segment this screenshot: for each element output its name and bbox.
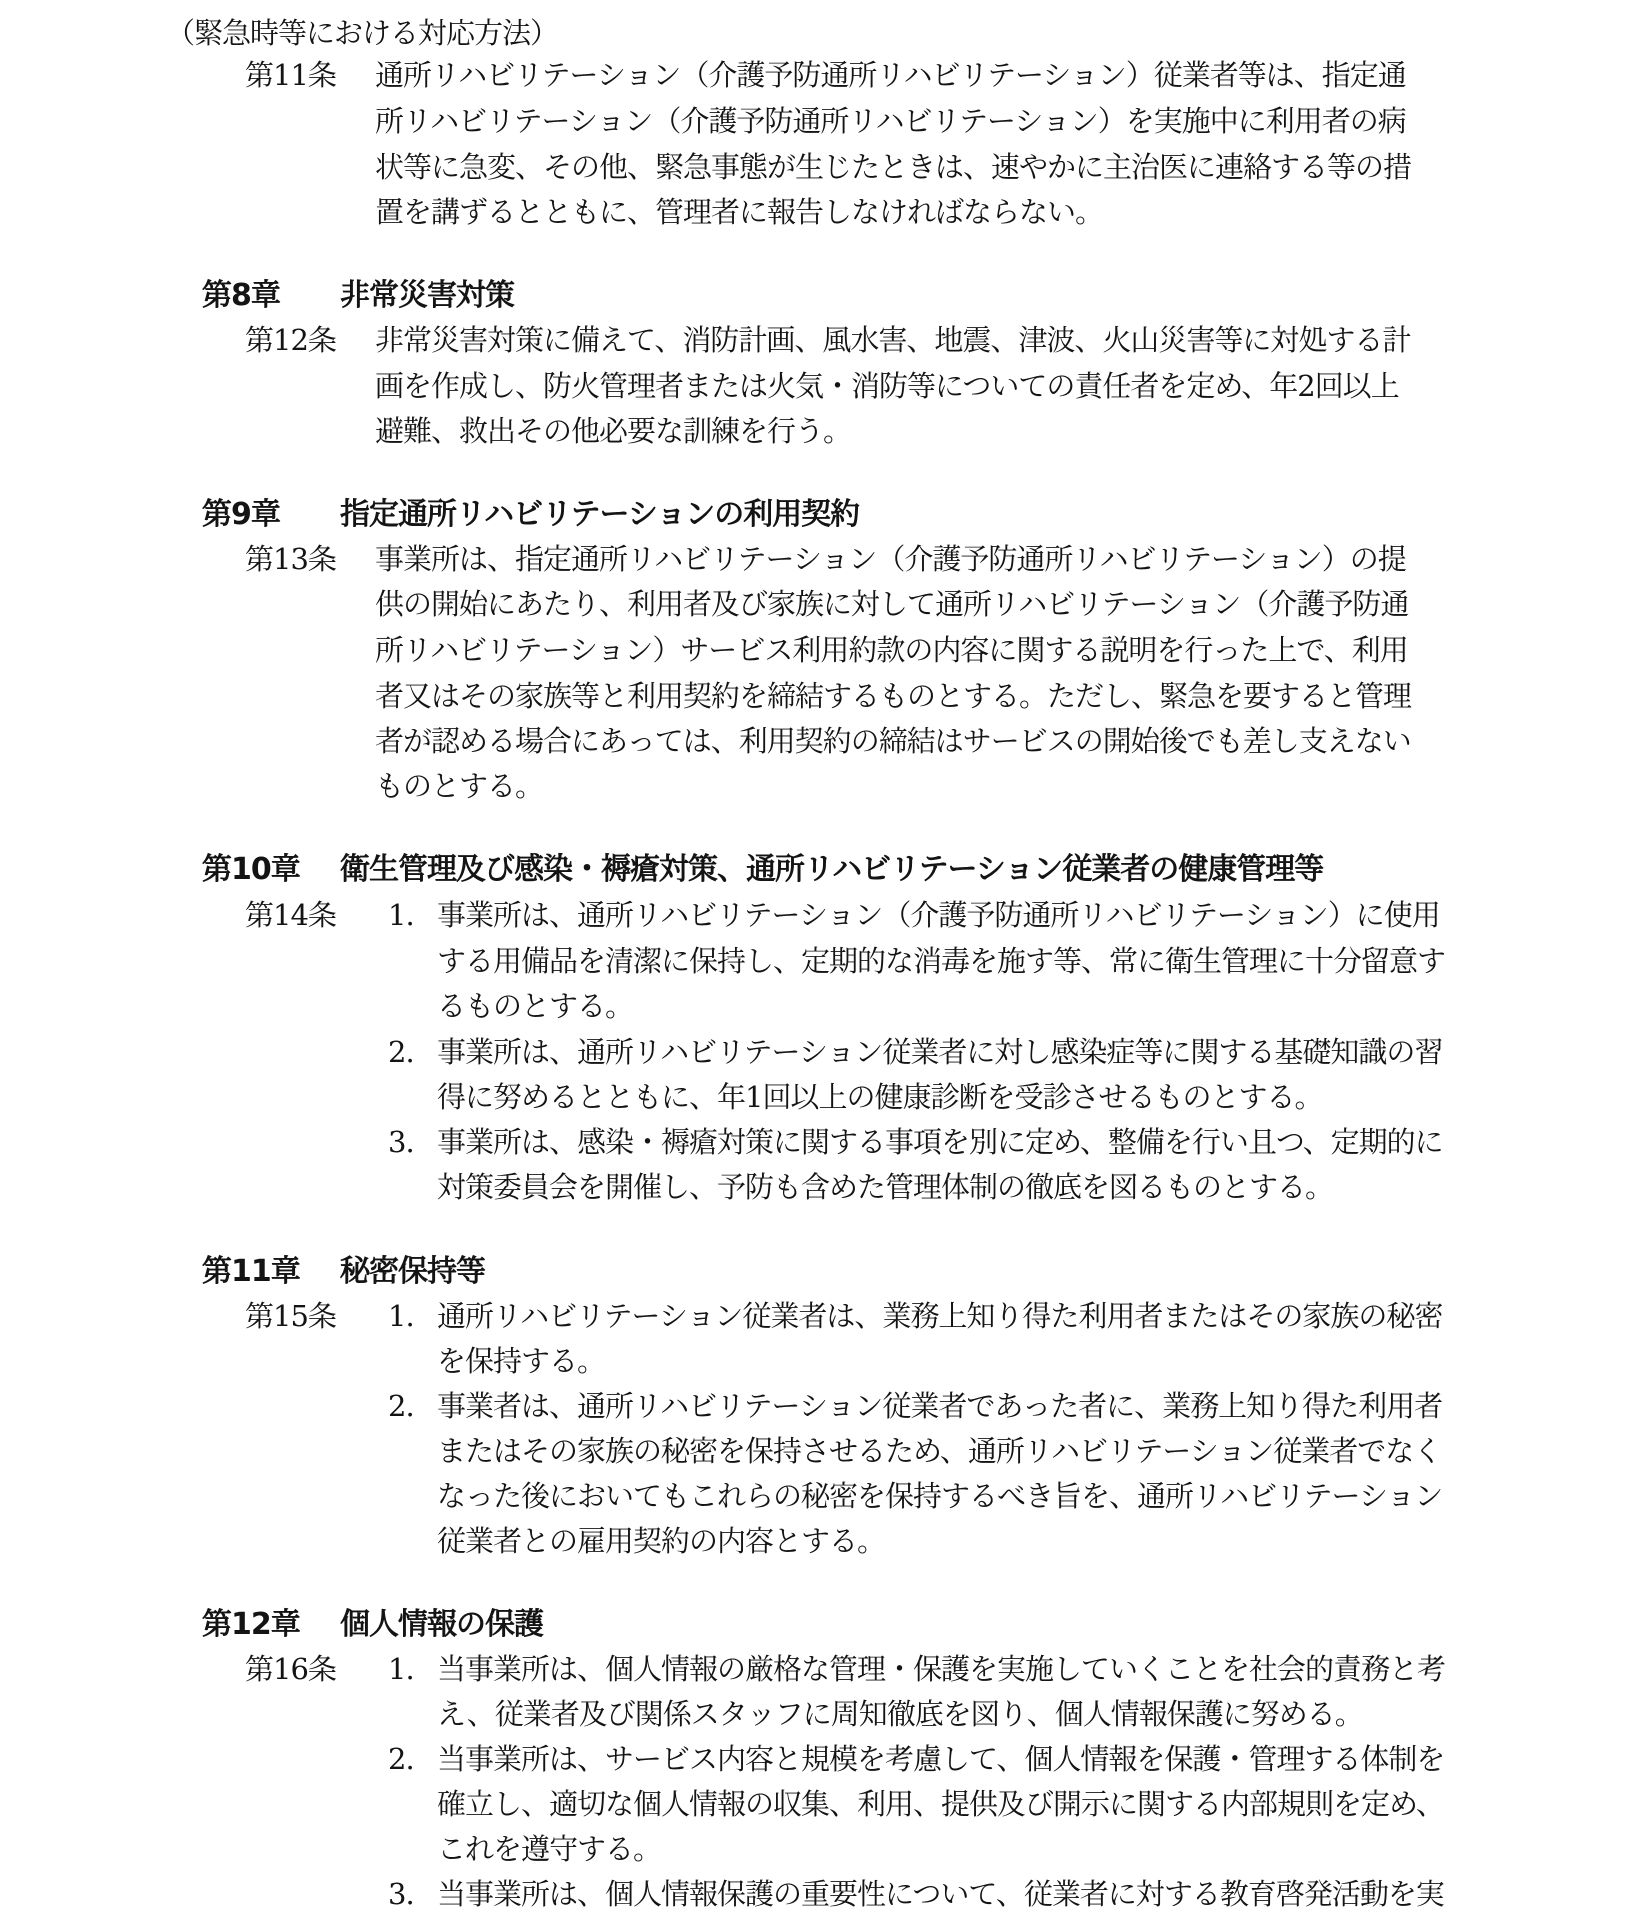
- text-row: [0, 1744, 1647, 1778]
- chapter-number: 第8章: [202, 278, 280, 313]
- article-number: 第12条: [245, 323, 336, 357]
- text-line: を保持する。: [437, 1344, 606, 1378]
- text-line: 確立し、適切な個人情報の収集、利用、提供及び開示に関する内部規則を定め、: [437, 1787, 1444, 1821]
- article-number: 第14条: [245, 898, 336, 932]
- article-number: 第15条: [245, 1299, 336, 1333]
- text-line: 事業所は、指定通所リハビリテーション（介護予防通所リハビリテーション）の提: [375, 542, 1406, 576]
- text-line: ものとする。: [375, 769, 544, 803]
- text-row: [0, 900, 1647, 934]
- chapter-title: 衛生管理及び感染・褥瘡対策、通所リハビリテーション従業者の健康管理等: [340, 852, 1324, 887]
- text-row: [0, 681, 1647, 715]
- item-number: 1.: [388, 898, 414, 932]
- text-row: [0, 635, 1647, 669]
- text-row: [0, 416, 1647, 450]
- text-line: またはその家族の秘密を保持させるため、通所リハビリテーション従業者でなく: [437, 1434, 1442, 1468]
- text-line: るものとする。: [437, 989, 634, 1023]
- chapter-title: 秘密保持等: [340, 1254, 485, 1289]
- text-row: [0, 991, 1647, 1025]
- text-row: [0, 1391, 1647, 1425]
- text-row: [0, 1436, 1647, 1470]
- text-row: [0, 1082, 1647, 1116]
- text-line: する用備品を清潔に保持し、定期的な消毒を施す等、常に衛生管理に十分留意す: [437, 944, 1446, 978]
- text-line: 当事業所は、サービス内容と規模を考慮して、個人情報を保護・管理する体制を: [437, 1742, 1445, 1776]
- item-number: 2.: [388, 1389, 414, 1423]
- item-number: 2.: [388, 1035, 414, 1069]
- text-row: [0, 771, 1647, 805]
- text-line: 事業者は、通所リハビリテーション従業者であった者に、業務上知り得た利用者: [437, 1389, 1443, 1423]
- text-line: 非常災害対策に備えて、消防計画、風水害、地震、津波、火山災害等に対処する計: [375, 323, 1411, 357]
- text-row: [0, 1481, 1647, 1515]
- text-row: [0, 1346, 1647, 1380]
- text-line: なった後においてもこれらの秘密を保持するべき旨を、通所リハビリテーション: [437, 1479, 1443, 1513]
- chapter-number: 第11章: [202, 1254, 300, 1289]
- text-line: え、従業者及び関係スタッフに周知徹底を図り、個人情報保護に努める。: [437, 1697, 1363, 1731]
- text-row: [0, 1789, 1647, 1823]
- text-row: [0, 1127, 1647, 1161]
- text-line: 者又はその家族等と利用契約を締結するものとする。ただし、緊急を要すると管理: [375, 679, 1412, 713]
- text-line: 避難、救出その他必要な訓練を行う。: [375, 414, 852, 448]
- chapter-heading-row: [0, 1255, 1647, 1289]
- text-row: [0, 1879, 1647, 1913]
- article-number: 第16条: [245, 1652, 336, 1686]
- text-row: [0, 1172, 1647, 1206]
- text-line: 置を講ずるとともに、管理者に報告しなければならない。: [375, 195, 1104, 229]
- text-line: 従業者との雇用契約の内容とする。: [437, 1524, 886, 1558]
- text-line: 対策委員会を開催し、予防も含めた管理体制の徹底を図るものとする。: [437, 1170, 1334, 1204]
- text-row: [0, 544, 1647, 578]
- text-row: [0, 371, 1647, 405]
- text-row: [0, 106, 1647, 140]
- chapter-title: 個人情報の保護: [340, 1607, 543, 1642]
- text-row: [0, 1526, 1647, 1560]
- text-line: 当事業所は、個人情報の厳格な管理・保護を実施していくことを社会的責務と考: [437, 1652, 1446, 1686]
- item-number: 1.: [388, 1652, 414, 1686]
- text-line: 供の開始にあたり、利用者及び家族に対して通所リハビリテーション（介護予防通: [375, 587, 1409, 621]
- text-line: 通所リハビリテーション従業者は、業務上知り得た利用者またはその家族の秘密: [437, 1299, 1443, 1333]
- item-number: 2.: [388, 1742, 414, 1776]
- text-line: 者が認める場合にあっては、利用契約の締結はサービスの開始後でも差し支えない: [375, 724, 1411, 758]
- chapter-title: 非常災害対策: [340, 278, 514, 313]
- text-row: [0, 946, 1647, 980]
- text-line: 事業所は、感染・褥瘡対策に関する事項を別に定め、整備を行い且つ、定期的に: [437, 1125, 1443, 1159]
- text-row: [0, 1699, 1647, 1733]
- chapter-heading-row: [0, 853, 1647, 887]
- text-row: [0, 152, 1647, 186]
- text-line: 事業所は、通所リハビリテーション従業者に対し感染症等に関する基礎知識の習: [437, 1035, 1443, 1069]
- text-line: 画を作成し、防火管理者または火気・消防等についての責任者を定め、年2回以上: [375, 369, 1399, 403]
- text-line: 所リハビリテーション）サービス利用約款の内容に関する説明を行った上で、利用: [375, 633, 1408, 667]
- text-line: 事業所は、通所リハビリテーション（介護予防通所リハビリテーション）に使用: [437, 898, 1440, 932]
- text-row: [0, 589, 1647, 623]
- text-line: 所リハビリテーション（介護予防通所リハビリテーション）を実施中に利用者の病: [375, 104, 1406, 138]
- text-line: 当事業所は、個人情報保護の重要性について、従業者に対する教育啓発活動を実: [437, 1877, 1444, 1911]
- text-row: [0, 1037, 1647, 1071]
- text-row: [0, 726, 1647, 760]
- text-line: 通所リハビリテーション（介護予防通所リハビリテーション）従業者等は、指定通: [375, 58, 1406, 92]
- paragraph-caption: （緊急時等における対応方法）: [166, 16, 559, 50]
- chapter-heading-row: [0, 1608, 1647, 1642]
- text-row: [0, 1301, 1647, 1335]
- text-line: 得に努めるとともに、年1回以上の健康診断を受診させるものとする。: [437, 1080, 1323, 1114]
- text-row: [0, 1834, 1647, 1868]
- article-number: 第13条: [245, 542, 336, 576]
- text-line: これを遵守する。: [437, 1832, 662, 1866]
- text-row: [0, 1654, 1647, 1688]
- text-row: [0, 325, 1647, 359]
- text-row: [0, 60, 1647, 94]
- text-row: [0, 197, 1647, 231]
- chapter-heading-row: [0, 279, 1647, 313]
- article-number: 第11条: [245, 58, 336, 92]
- chapter-number: 第9章: [202, 497, 280, 532]
- text-row: [0, 18, 1647, 52]
- chapter-number: 第12章: [202, 1607, 300, 1642]
- chapter-heading-row: [0, 498, 1647, 532]
- chapter-title: 指定通所リハビリテーションの利用契約: [340, 497, 860, 532]
- item-number: 3.: [388, 1125, 414, 1159]
- item-number: 1.: [388, 1299, 414, 1333]
- item-number: 3.: [388, 1877, 414, 1911]
- text-line: 状等に急変、その他、緊急事態が生じたときは、速やかに主治医に連絡する等の措: [375, 150, 1412, 184]
- chapter-number: 第10章: [202, 852, 300, 887]
